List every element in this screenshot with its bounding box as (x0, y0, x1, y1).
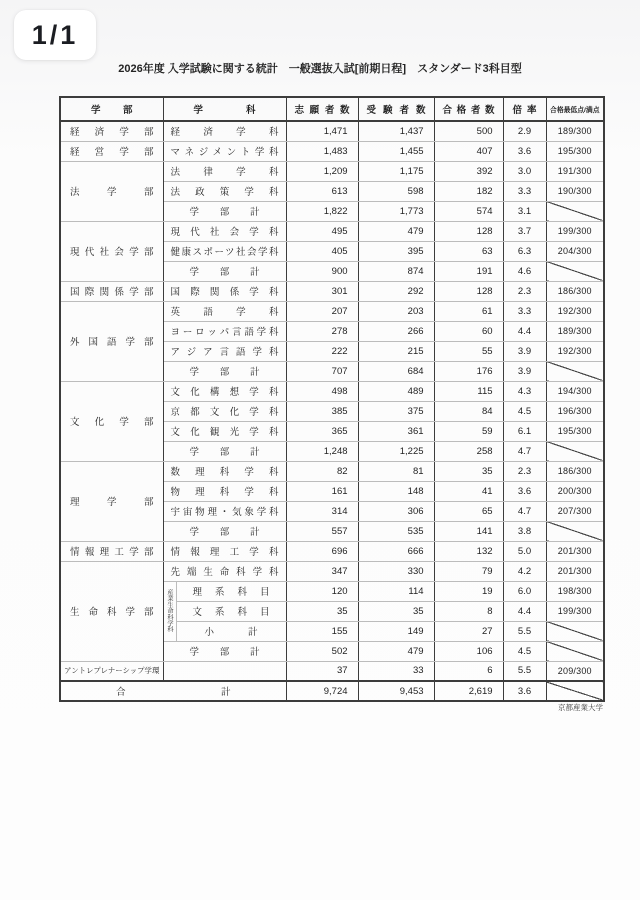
min-score-cell: 196/300 (546, 401, 604, 421)
examinees-cell: 1,437 (358, 121, 434, 141)
min-score-cell: 191/300 (546, 161, 604, 181)
table-row (60, 161, 604, 181)
diagonal-cell (546, 641, 604, 661)
ratio-cell: 4.4 (503, 321, 546, 341)
min-score-cell: 199/300 (546, 601, 604, 621)
ratio-cell: 3.3 (503, 181, 546, 201)
subject-cell: 数理科学科 (163, 461, 286, 481)
header-dept: 学部 (60, 97, 163, 121)
applicants-cell: 495 (286, 221, 358, 241)
examinees-cell: 479 (358, 221, 434, 241)
min-score-cell: 204/300 (546, 241, 604, 261)
page-indicator-badge (14, 10, 96, 60)
applicants-cell: 900 (286, 261, 358, 281)
ratio-cell: 3.8 (503, 521, 546, 541)
subject-cell: アジア言語学科 (163, 341, 286, 361)
applicants-cell: 385 (286, 401, 358, 421)
accepted-cell: 41 (434, 481, 503, 501)
examinees-cell: 35 (358, 601, 434, 621)
dept-cell: 経営学部 (60, 141, 163, 161)
examinees-cell: 666 (358, 541, 434, 561)
ratio-cell: 3.1 (503, 201, 546, 221)
table-row (60, 141, 604, 161)
header-ratio: 倍率 (503, 97, 546, 121)
accepted-cell: 106 (434, 641, 503, 661)
min-score-cell: 189/300 (546, 121, 604, 141)
subject-cell: 現代社会学科 (163, 221, 286, 241)
applicants-cell: 557 (286, 521, 358, 541)
applicants-cell: 314 (286, 501, 358, 521)
table-row (60, 541, 604, 561)
examinees-cell: 9,453 (358, 681, 434, 701)
applicants-cell: 155 (286, 621, 358, 641)
examinees-cell: 1,455 (358, 141, 434, 161)
dept-cell: 現代社会学部 (60, 221, 163, 281)
applicants-cell: 35 (286, 601, 358, 621)
accepted-cell: 128 (434, 221, 503, 241)
dept-cell: 情報理工学部 (60, 541, 163, 561)
applicants-cell: 82 (286, 461, 358, 481)
min-score-cell: 199/300 (546, 221, 604, 241)
ratio-cell: 5.5 (503, 621, 546, 641)
dept-cell: 国際関係学部 (60, 281, 163, 301)
examinees-cell: 1,175 (358, 161, 434, 181)
examinees-cell: 81 (358, 461, 434, 481)
examinees-cell: 203 (358, 301, 434, 321)
accepted-cell: 500 (434, 121, 503, 141)
accepted-cell: 258 (434, 441, 503, 461)
ratio-cell: 6.1 (503, 421, 546, 441)
min-score-cell: 190/300 (546, 181, 604, 201)
table-row (60, 221, 604, 241)
examinees-cell: 874 (358, 261, 434, 281)
ratio-cell: 6.3 (503, 241, 546, 261)
ratio-cell: 4.2 (503, 561, 546, 581)
ratio-cell: 3.0 (503, 161, 546, 181)
accepted-cell: 128 (434, 281, 503, 301)
ratio-cell: 4.4 (503, 601, 546, 621)
accepted-cell: 63 (434, 241, 503, 261)
subject-cell: 宇宙物理・気象学科 (163, 501, 286, 521)
ratio-cell: 3.3 (503, 301, 546, 321)
applicants-cell: 161 (286, 481, 358, 501)
diagonal-cell (546, 361, 604, 381)
diagonal-cell (546, 521, 604, 541)
applicants-cell: 1,483 (286, 141, 358, 161)
accepted-cell: 8 (434, 601, 503, 621)
subject-cell: 健康スポーツ社会学科 (163, 241, 286, 261)
applicants-cell: 301 (286, 281, 358, 301)
min-score-cell: 194/300 (546, 381, 604, 401)
accepted-cell: 115 (434, 381, 503, 401)
examinees-cell: 684 (358, 361, 434, 381)
table-row-grand-total (60, 681, 604, 701)
table-row (60, 301, 604, 321)
accepted-cell: 392 (434, 161, 503, 181)
subject-cell: 学部計 (163, 361, 286, 381)
ratio-cell: 6.0 (503, 581, 546, 601)
subject-cell: 文化構想学科 (163, 381, 286, 401)
applicants-cell: 37 (286, 661, 358, 681)
subject-cell: ヨーロッパ言語学科 (163, 321, 286, 341)
examinees-cell: 395 (358, 241, 434, 261)
subject-cell: 学部計 (163, 201, 286, 221)
examinees-cell: 375 (358, 401, 434, 421)
examinees-cell: 306 (358, 501, 434, 521)
applicants-cell: 502 (286, 641, 358, 661)
applicants-cell: 347 (286, 561, 358, 581)
diagonal-cell (546, 441, 604, 461)
page-indicator-text: 1/1 (31, 19, 79, 50)
applicants-cell: 405 (286, 241, 358, 261)
document-title: 2026年度 入学試験に関する統計 一般選抜入試[前期日程] スタンダード3科目型 (118, 63, 522, 75)
applicants-cell: 365 (286, 421, 358, 441)
accepted-cell: 65 (434, 501, 503, 521)
subject-cell: 情報理工学科 (163, 541, 286, 561)
subject-cell: 小計 (176, 621, 286, 641)
min-score-cell: 186/300 (546, 281, 604, 301)
examinees-cell: 114 (358, 581, 434, 601)
accepted-cell: 191 (434, 261, 503, 281)
applicants-cell: 207 (286, 301, 358, 321)
accepted-cell: 574 (434, 201, 503, 221)
header-accepted: 合格者数 (434, 97, 503, 121)
accepted-cell: 79 (434, 561, 503, 581)
ratio-cell: 5.5 (503, 661, 546, 681)
dept-cell: 生命科学部 (60, 561, 163, 661)
applicants-cell: 1,822 (286, 201, 358, 221)
min-score-cell: 195/300 (546, 421, 604, 441)
diagonal-cell (546, 261, 604, 281)
university-name-footer: 京都産業大学 (558, 703, 603, 712)
table-row (60, 461, 604, 481)
subject-cell: 京都文化学科 (163, 401, 286, 421)
table-row (60, 381, 604, 401)
ratio-cell: 4.7 (503, 441, 546, 461)
ratio-cell: 3.6 (503, 141, 546, 161)
examinees-cell: 215 (358, 341, 434, 361)
table-header-row (60, 97, 604, 121)
admission-statistics-table (59, 96, 605, 702)
examinees-cell: 330 (358, 561, 434, 581)
examinees-cell: 292 (358, 281, 434, 301)
subject-cell: 文系科目 (176, 601, 286, 621)
examinees-cell: 149 (358, 621, 434, 641)
vertical-group-label: 産業生命科学科 (163, 581, 176, 641)
applicants-cell: 1,209 (286, 161, 358, 181)
ratio-cell: 5.0 (503, 541, 546, 561)
ratio-cell: 2.3 (503, 281, 546, 301)
accepted-cell: 19 (434, 581, 503, 601)
subject-cell: 法政策学科 (163, 181, 286, 201)
ratio-cell: 4.5 (503, 401, 546, 421)
ratio-cell: 2.3 (503, 461, 546, 481)
header-subject: 学科 (163, 97, 286, 121)
accepted-cell: 61 (434, 301, 503, 321)
examinees-cell: 361 (358, 421, 434, 441)
subject-cell: 学部計 (163, 641, 286, 661)
accepted-cell: 59 (434, 421, 503, 441)
examinees-cell: 148 (358, 481, 434, 501)
accepted-cell: 176 (434, 361, 503, 381)
table-row (60, 661, 604, 681)
min-score-cell: 201/300 (546, 561, 604, 581)
subject-cell: 法律学科 (163, 161, 286, 181)
subject-cell: 国際関係学科 (163, 281, 286, 301)
subject-cell: 学部計 (163, 261, 286, 281)
subject-cell: 経済学科 (163, 121, 286, 141)
accepted-cell: 35 (434, 461, 503, 481)
ratio-cell: 3.6 (503, 681, 546, 701)
ratio-cell: 4.5 (503, 641, 546, 661)
accepted-cell: 407 (434, 141, 503, 161)
ratio-cell: 3.7 (503, 221, 546, 241)
accepted-cell: 55 (434, 341, 503, 361)
accepted-cell: 141 (434, 521, 503, 541)
applicants-cell: 707 (286, 361, 358, 381)
min-score-cell: 189/300 (546, 321, 604, 341)
subject-cell (163, 661, 286, 681)
applicants-cell: 498 (286, 381, 358, 401)
min-score-cell: 200/300 (546, 481, 604, 501)
min-score-cell: 192/300 (546, 301, 604, 321)
examinees-cell: 266 (358, 321, 434, 341)
ratio-cell: 3.9 (503, 341, 546, 361)
dept-cell: アントレプレナーシップ学環 (60, 661, 163, 681)
applicants-cell: 222 (286, 341, 358, 361)
subject-cell: 学部計 (163, 521, 286, 541)
applicants-cell: 278 (286, 321, 358, 341)
examinees-cell: 1,773 (358, 201, 434, 221)
table-row (60, 561, 604, 581)
ratio-cell: 4.7 (503, 501, 546, 521)
subject-cell: 英語学科 (163, 301, 286, 321)
dept-cell: 経済学部 (60, 121, 163, 141)
ratio-cell: 3.6 (503, 481, 546, 501)
examinees-cell: 1,225 (358, 441, 434, 461)
diagonal-cell (546, 201, 604, 221)
diagonal-cell (546, 621, 604, 641)
examinees-cell: 535 (358, 521, 434, 541)
applicants-cell: 1,471 (286, 121, 358, 141)
min-score-cell: 207/300 (546, 501, 604, 521)
applicants-cell: 120 (286, 581, 358, 601)
dept-cell: 理学部 (60, 461, 163, 541)
min-score-cell: 201/300 (546, 541, 604, 561)
total-label-cell: 合計 (60, 681, 286, 701)
examinees-cell: 489 (358, 381, 434, 401)
accepted-cell: 182 (434, 181, 503, 201)
header-min-score: 合格最低点/満点 (546, 97, 604, 121)
applicants-cell: 1,248 (286, 441, 358, 461)
min-score-cell: 198/300 (546, 581, 604, 601)
subject-cell: 理系科目 (176, 581, 286, 601)
applicants-cell: 9,724 (286, 681, 358, 701)
accepted-cell: 2,619 (434, 681, 503, 701)
table-row (60, 121, 604, 141)
examinees-cell: 33 (358, 661, 434, 681)
table-row (60, 281, 604, 301)
ratio-cell: 4.6 (503, 261, 546, 281)
dept-cell: 文化学部 (60, 381, 163, 461)
header-applicants: 志願者数 (286, 97, 358, 121)
examinees-cell: 479 (358, 641, 434, 661)
accepted-cell: 84 (434, 401, 503, 421)
examinees-cell: 598 (358, 181, 434, 201)
diagonal-cell (546, 681, 604, 701)
subject-cell: 先端生命科学科 (163, 561, 286, 581)
accepted-cell: 27 (434, 621, 503, 641)
accepted-cell: 60 (434, 321, 503, 341)
accepted-cell: 6 (434, 661, 503, 681)
min-score-cell: 186/300 (546, 461, 604, 481)
dept-cell: 法学部 (60, 161, 163, 221)
subject-cell: 学部計 (163, 441, 286, 461)
ratio-cell: 4.3 (503, 381, 546, 401)
min-score-cell: 195/300 (546, 141, 604, 161)
subject-cell: 物理科学科 (163, 481, 286, 501)
min-score-cell: 209/300 (546, 661, 604, 681)
min-score-cell: 192/300 (546, 341, 604, 361)
dept-cell: 外国語学部 (60, 301, 163, 381)
applicants-cell: 613 (286, 181, 358, 201)
subject-cell: マネジメント学科 (163, 141, 286, 161)
header-examinees: 受験者数 (358, 97, 434, 121)
applicants-cell: 696 (286, 541, 358, 561)
ratio-cell: 2.9 (503, 121, 546, 141)
ratio-cell: 3.9 (503, 361, 546, 381)
accepted-cell: 132 (434, 541, 503, 561)
subject-cell: 文化観光学科 (163, 421, 286, 441)
